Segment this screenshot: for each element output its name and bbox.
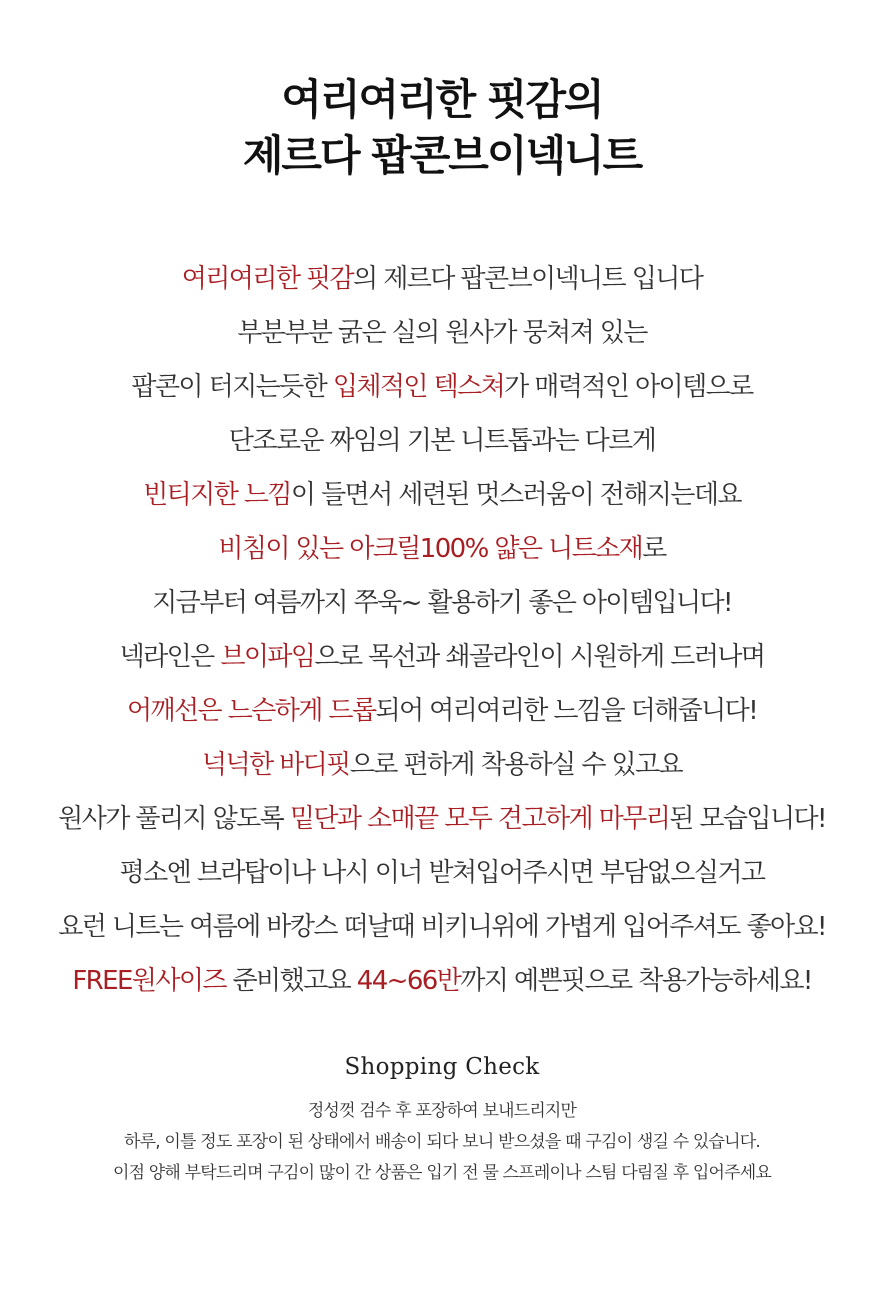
description-line [0,956,884,1010]
description-text: 로 [642,534,666,564]
highlight-text: 넉넉한 바디핏 [201,750,350,780]
description-line [0,578,884,632]
description-line [0,794,884,848]
description-text: 된 모습입니다! [669,804,826,834]
headline-line-2: 제르다 팝콘브이넥니트 [242,131,642,180]
description-line [0,308,884,362]
description-text: 으로 목선과 쇄골라인이 시원하게 드러나며 [314,642,765,672]
description-text: 가 매력적인 아이템으로 [504,372,753,402]
description-text: 까지 예쁜핏으로 착용가능하세요! [460,966,812,996]
description-line [0,254,884,308]
description-text: 요런 니트는 여름에 바캉스 떠날때 비키니위에 가볍게 입어주셔도 좋아요! [58,912,826,942]
highlight-text: 입체적인 텍스쳐 [332,372,505,402]
description-line [0,362,884,416]
product-description [0,254,884,1010]
description-line [0,632,884,686]
headline-line-1: 여리여리한 핏감의 [281,75,603,124]
description-line [0,416,884,470]
description-line [0,902,884,956]
shopping-check-line: 정성껏 검수 후 포장하여 보내드리지만 [307,1101,577,1121]
description-line [0,470,884,524]
highlight-text: 비침이 있는 아크릴100% 얇은 니트소재 [218,534,643,564]
description-line [0,524,884,578]
description-line [0,848,884,902]
description-text: 넥라인은 [119,642,221,672]
description-line [0,740,884,794]
description-text: 되어 여리여리한 느낌을 더해줍니다! [375,696,758,726]
shopping-check-notes [0,1096,884,1189]
highlight-text: 브이파임 [220,642,315,672]
description-text: 으로 편하게 착용하실 수 있고요 [349,750,683,780]
highlight-text: 빈티지한 느낌 [143,480,291,510]
highlight-text: 어깨선은 느슨하게 드롭 [126,696,376,726]
description-text: 단조로운 짜임의 기본 니트톱과는 다르게 [228,426,656,456]
description-line [0,686,884,740]
description-text: 지금부터 여름까지 쭈욱~ 활용하기 좋은 아이템입니다! [152,588,732,618]
shopping-check-title: Shopping Check [344,1054,540,1080]
highlight-text: 여리여리한 핏감 [181,264,354,294]
description-text: 평소엔 브라탑이나 나시 이너 받쳐입어주시면 부담없으실거고 [119,858,765,888]
highlight-text: FREE원사이즈 [72,966,226,996]
description-text: 의 제르다 팝콘브이넥니트 입니다 [353,264,703,294]
description-text: 준비했고요 [225,966,357,996]
description-text: 원사가 풀리지 않도록 [58,804,290,834]
description-text: 이 들면서 세련된 멋스러움이 전해지는데요 [290,480,741,510]
highlight-text: 밑단과 소매끝 모두 견고하게 마무리 [289,804,670,834]
shopping-check-line: 이점 양해 부탁드리며 구김이 많이 간 상품은 입기 전 물 스프레이나 스팀 다림질 후 입어주세요 [112,1163,772,1183]
shopping-check-section [0,1050,884,1189]
product-headline [0,72,884,184]
description-text: 팝콘이 터지는듯한 [131,372,333,402]
shopping-check-line: 하루, 이틀 정도 포장이 된 상태에서 배송이 되다 보니 받으셨을 때 구김이 생길 수 있습니다. [123,1132,761,1152]
description-text: 부분부분 굵은 실의 원사가 뭉쳐져 있는 [237,318,647,348]
highlight-text: 44~66반 [356,966,461,996]
